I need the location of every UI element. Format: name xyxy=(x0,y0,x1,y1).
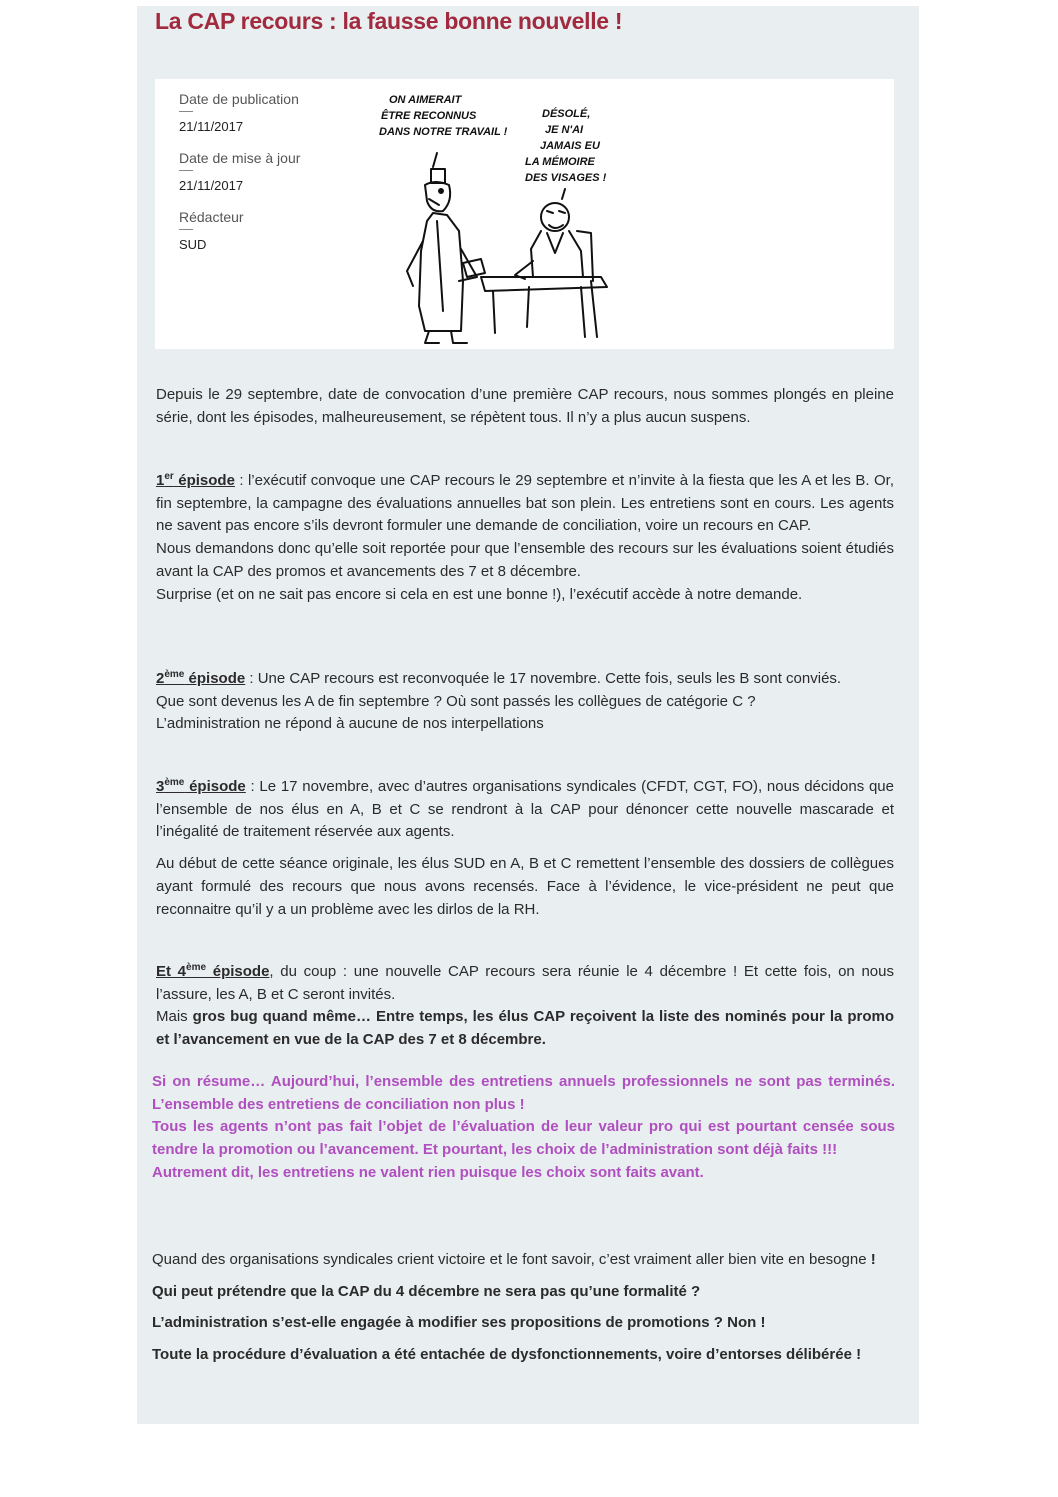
episode-4 xyxy=(156,961,894,1052)
spacer xyxy=(156,844,894,853)
episode-2-text: : Une CAP recours est reconvoquée le 17 novembre. Cette fois, seuls les B sont conviés. xyxy=(245,670,842,687)
closing-paragraph-end: ! xyxy=(866,1251,876,1268)
episode-4-heading xyxy=(156,963,269,980)
episode-1-line-3: Surprise (et on ne sait pas encore si cela en est une bonne !), l’exécutif accède à notre demande. xyxy=(156,585,803,603)
episode-3-sup: ème xyxy=(164,777,185,788)
summary-block xyxy=(152,1071,895,1185)
intro-text: Depuis le 29 septembre, date de convocation d’une première CAP recours, nous sommes plongés en pleine série, dont les épisodes, malheureusement, se répètent tous. Il n’y a plus aucun suspens. xyxy=(156,386,894,426)
episode-1 xyxy=(156,470,894,606)
episode-1-number: 1 xyxy=(156,472,165,489)
episode-1-paragraph xyxy=(156,470,894,538)
author-value: SUD xyxy=(179,237,207,252)
episode-4-line-2-bold: gros bug quand même… Entre temps, les élus CAP reçoivent la liste des nominés pour la promo et l’avancement en vue de la CAP des 7 et 8 décembre. xyxy=(156,1008,894,1049)
episode-1-heading xyxy=(156,472,235,489)
bubble-left-line-1: ON AIMERAIT xyxy=(389,94,462,106)
bubble-right-line-2: JE N'AI xyxy=(545,124,584,136)
episode-4-line-2-start: Mais xyxy=(156,1008,193,1026)
closing-question-1: Qui peut prétendre que la CAP du 4 décembre ne sera pas qu’une formalité ? xyxy=(152,1282,701,1300)
page-title: La CAP recours : la fausse bonne nouvelle ! xyxy=(155,8,623,34)
episode-4-text: , du coup : une nouvelle CAP recours sera réunie le 4 décembre ! Et cette fois, on nous l’assure, les A, B et C seront invités. xyxy=(156,963,894,1003)
episode-3-label: épisode xyxy=(184,778,246,795)
episode-2-number: 2 xyxy=(156,670,165,687)
spacer xyxy=(152,1335,895,1344)
episode-1-sup: er xyxy=(164,471,174,482)
episode-2-sup: ème xyxy=(164,669,185,680)
bubble-right-line-1: DÉSOLÉ, xyxy=(542,108,591,120)
publication-date-label: Date de publication xyxy=(179,91,299,107)
summary-paragraph-3: Autrement dit, les entretiens ne valent rien puisque les choix sont faits avant. xyxy=(152,1163,704,1181)
episode-1-line-2: Nous demandons donc qu’elle soit reportée pour que l’ensemble des recours sur les évaluations soient étudiés avant la CAP des promos et avancements des 7 et 8 décembre. xyxy=(156,540,894,580)
divider xyxy=(179,170,193,171)
episode-3 xyxy=(156,776,894,921)
episode-2-paragraph xyxy=(156,668,886,691)
episode-3-number: 3 xyxy=(156,778,165,795)
episode-2-heading xyxy=(156,670,245,687)
spacer xyxy=(152,1303,895,1312)
publication-date-value: 21/11/2017 xyxy=(179,119,244,134)
episode-3-paragraph xyxy=(156,776,894,844)
divider xyxy=(179,111,193,112)
divider xyxy=(179,229,193,230)
article-header xyxy=(155,79,894,349)
bubble-left-line-3: DANS NOTRE TRAVAIL ! xyxy=(379,126,508,138)
episode-4-paragraph xyxy=(156,961,894,1006)
summary-paragraph-2: Tous les agents n’ont pas fait l’objet de l’évaluation de leur valeur pro qui est pourtant censée sous tendre la promotion ou l’avancement. Et pourtant, les choix de l’administration sont déjà faits !!! xyxy=(152,1118,895,1159)
bubble-right-line-4: LA MÉMOIRE xyxy=(525,156,595,168)
episode-3-heading xyxy=(156,778,246,795)
summary-paragraph-1: Si on résume… Aujourd’hui, l’ensemble des entretiens annuels professionnels ne sont pas terminés. L’ensemble des entretiens de conciliation non plus ! xyxy=(152,1073,895,1113)
episode-2-line-3: L’administration ne répond à aucune de nos interpellations xyxy=(156,715,544,733)
article-meta xyxy=(179,89,359,266)
bubble-right-line-5: DES VISAGES ! xyxy=(525,172,607,184)
episode-1-label: épisode xyxy=(173,472,235,489)
episode-3-text: : Le 17 novembre, avec d’autres organisations syndicales (CFDT, CGT, FO), nous décidons que l’ensemble de nos élus en A, B et C se rendront à la CAP pour dénoncer cette nouvelle mascarade et l’inégalité de traitement réservée aux agents. xyxy=(156,778,894,841)
episode-4-sup: ème xyxy=(186,962,207,973)
episode-1-text: : l’exécutif convoque une CAP recours le 29 septembre et n’invite à la fiesta que les A et les B. Or, fin septembre, la campagne des évaluations annuelles bat son plein. Les entretiens sont en cours. Les agents ne savent pas encore s’ils devront formuler une demande de conciliation, voire un recours en CAP. xyxy=(156,472,894,535)
closing-question-2: L’administration s’est-elle engagée à modifier ses propositions de promotions ? Non ! xyxy=(152,1314,766,1332)
update-date-value: 21/11/2017 xyxy=(179,178,244,193)
spacer xyxy=(152,1272,895,1281)
closing-paragraph-text: Quand des organisations syndicales crient victoire et le font savoir, c’est vraiment aller bien vite en besogne xyxy=(152,1251,867,1268)
closing-paragraph xyxy=(152,1249,895,1272)
episode-4-line-2 xyxy=(156,1006,894,1051)
intro-paragraph xyxy=(156,384,894,429)
update-date-label: Date de mise à jour xyxy=(179,150,301,166)
bubble-left-line-2: ÊTRE RECONNUS xyxy=(381,110,477,122)
episode-2-label: épisode xyxy=(184,670,246,687)
closing-block xyxy=(152,1249,895,1367)
closing-statement: Toute la procédure d’évaluation a été entachée de dysfonctionnements, voire d’entorses délibérée ! xyxy=(152,1346,862,1364)
episode-3-paragraph-2: Au début de cette séance originale, les élus SUD en A, B et C remettent l’ensemble des dossiers de collègues ayant formulé des recours que nous avons recensés. Face à l’évidence, le vice-président ne peut que reconnaitre qu’il y a un problème avec les dirlos de la RH. xyxy=(156,855,894,918)
episode-4-prefix: Et 4 xyxy=(156,963,187,980)
bubble-right-line-3: JAMAIS EU xyxy=(540,140,600,152)
episode-2 xyxy=(156,668,886,736)
episode-4-label: épisode xyxy=(206,963,270,980)
cartoon-illustration xyxy=(377,81,617,347)
author-label: Rédacteur xyxy=(179,209,244,225)
episode-2-line-2: Que sont devenus les A de fin septembre ? Où sont passés les collègues de catégorie C ? xyxy=(156,692,756,710)
